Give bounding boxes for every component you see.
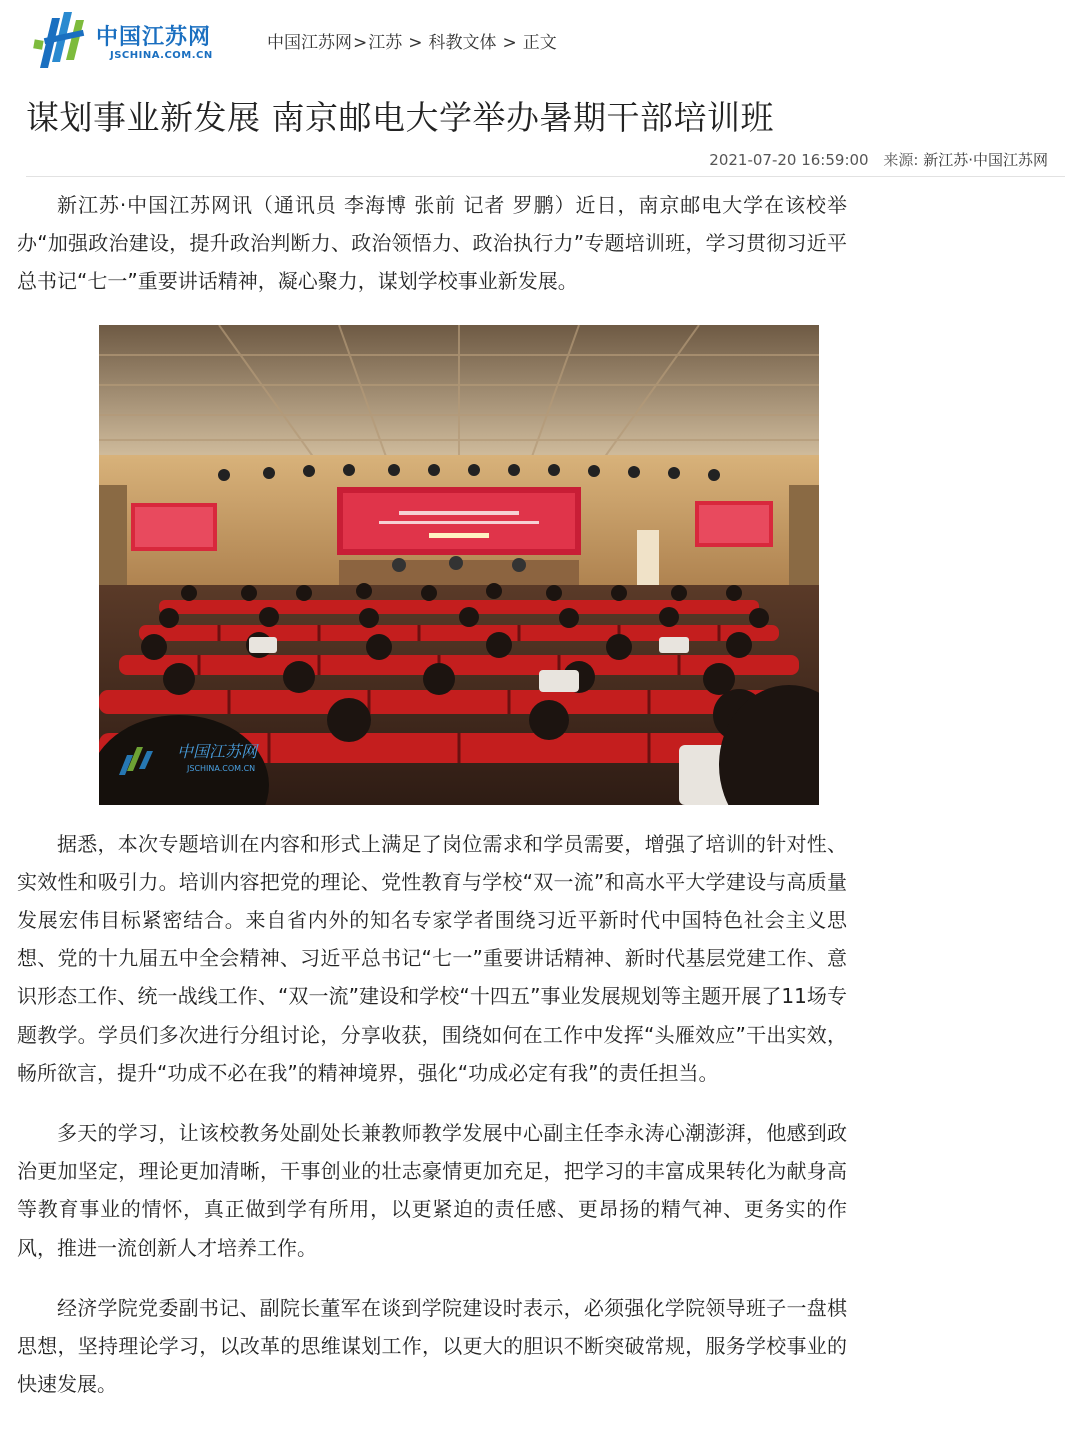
lecture-hall-photo <box>99 325 819 805</box>
photo-watermark-cn: 中国江苏网 <box>177 741 258 761</box>
jschina-logo-icon <box>30 10 92 70</box>
article-title: 谋划事业新发展 南京邮电大学举办暑期干部培训班 <box>26 98 774 137</box>
article-source: 新江苏·中国江苏网 <box>923 151 1048 169</box>
breadcrumb-separator: > <box>502 33 517 53</box>
article-paragraph: 多天的学习，让该校教务处副处长兼教师教学发展中心副主任李永涛心潮澎湃，他感到政治更加坚定，理论更加清晰，干事创业的壮志豪情更加充足，把学习的丰富成果转化为献身高等教育事业的情怀，真正做到学有所用，以更紧迫的责任感、更昂扬的精气神、更务实的作风，推进一流创新人才培养工作。 <box>17 1121 847 1260</box>
logo-cn-text: 中国江苏网 <box>96 25 212 50</box>
breadcrumb-current: 正文 <box>522 33 557 53</box>
article-datetime: 2021-07-20 16:59:00 <box>709 151 869 169</box>
article-paragraph: 新江苏·中国江苏网讯（通讯员 李海博 张前 记者 罗鹏）近日，南京邮电大学在该校举办“加强政治建设，提升政治判断力、政治领悟力、政治执行力”专题培训班，学习贯彻习近平总书记“七一”重要讲话精神，凝心聚力，谋划学校事业新发展。 <box>17 193 847 294</box>
site-header <box>0 0 1065 80</box>
breadcrumb <box>267 28 557 53</box>
article-body <box>17 186 847 1403</box>
logo-en-text: JSCHINA.COM.CN <box>110 50 213 61</box>
article-photo[interactable] <box>99 325 819 805</box>
breadcrumb-channel[interactable]: 科教文体 <box>428 33 497 53</box>
article-photo-container <box>17 325 847 805</box>
title-divider <box>26 176 1065 177</box>
article-paragraph: 据悉，本次专题培训在内容和形式上满足了岗位需求和学员需要，增强了培训的针对性、实效性和吸引力。培训内容把党的理论、党性教育与学校“双一流”和高水平大学建设与高质量发展宏伟目标紧密结合。来自省内外的知名专家学者围绕习近平新时代中国特色社会主义思想、党的十九届五中全会精神、习近平总书记“七一”重要讲话精神、新时代基层党建工作、意识形态工作、统一战线工作、“双一流”建设和学校“十四五”事业发展规划等主题开展了11场专题教学。学员们多次进行分组讨论，分享收获，围绕如何在工作中发挥“头雁效应”干出实效，畅所欲言，提升“功成不必在我”的精神境界，强化“功成必定有我”的责任担当。 <box>17 831 847 1085</box>
breadcrumb-separator: > <box>353 33 368 53</box>
breadcrumb-separator: > <box>408 33 423 53</box>
article-paragraph: 经济学院党委副书记、副院长董军在谈到学院建设时表示，必须强化学院领导班子一盘棋思想，坚持理论学习，以改革的思维谋划工作，以更大的胆识不断突破常规，服务学校事业的快速发展。 <box>17 1295 847 1397</box>
breadcrumb-region[interactable]: 江苏 <box>368 33 403 53</box>
breadcrumb-home[interactable]: 中国江苏网 <box>267 33 352 53</box>
site-logo[interactable] <box>30 10 230 70</box>
photo-watermark-en: JSCHINA.COM.CN <box>187 763 256 773</box>
article-meta <box>709 149 1048 170</box>
article-source-label: 来源: <box>883 151 919 169</box>
